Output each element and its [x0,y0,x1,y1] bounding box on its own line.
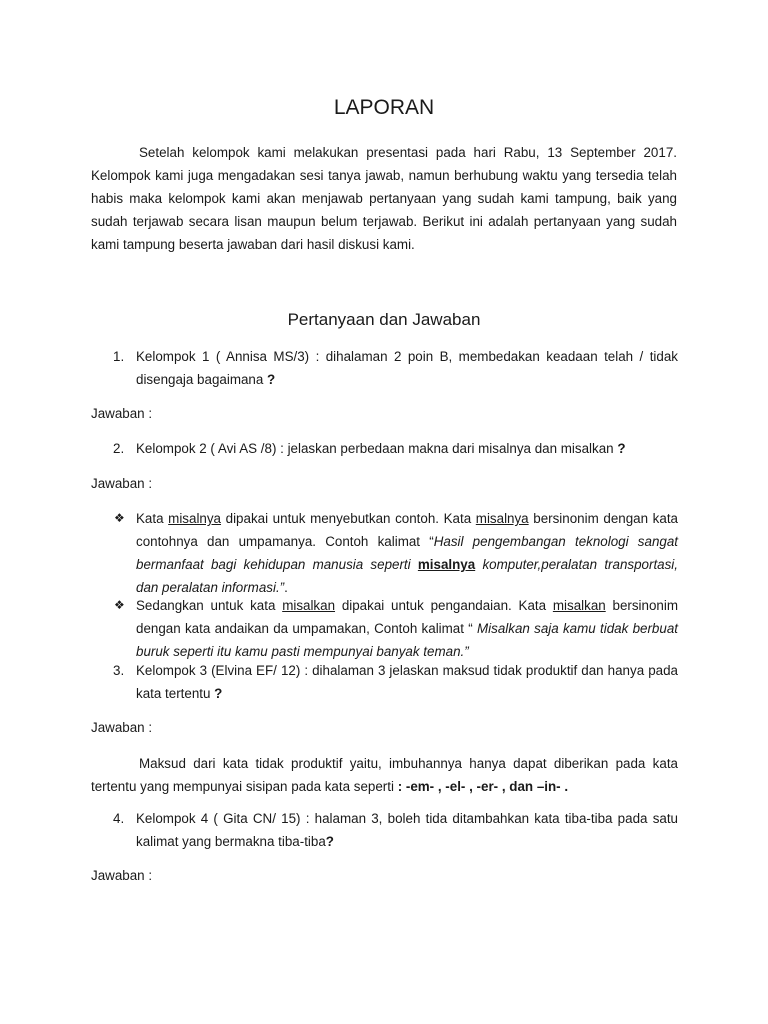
bullet-2-text-a: Sedangkan untuk kata [136,598,283,613]
bullet-1-text-a: Kata [136,511,169,526]
bullet-2-text-b: dipakai untuk pengandaian. Kata [335,598,553,613]
answer-2-bullet-1 [136,507,678,599]
bullet-1-text-c: bersinonim dengan kata contohnya dan umpamanya. Contoh kalimat “ [136,511,678,549]
bullet-1-term-a: misalnya [168,511,222,526]
bullet-2-term-a: misalkan [282,598,336,613]
question-4-number: 4. [113,811,125,826]
question-2-number: 2. [113,441,125,456]
answer-3 [91,752,678,798]
question-3 [136,659,678,705]
bullet-2-term-b: misalkan [552,598,606,613]
bullet-1-example-term: misalnya [417,557,476,572]
question-2-text: Kelompok 2 ( Avi AS /8) : jelaskan perbedaan makna dari misalnya dan misalkan [136,441,614,456]
answer-label-4: Jawaban : [91,868,153,883]
answer-label-1: Jawaban : [91,406,153,421]
question-3-text: Kelompok 3 (Elvina EF/ 12) : dihalaman 3 jelaskan maksud tidak produktif dan hanya pada kata tertentu [136,663,678,701]
bullet-icon: ❖ [114,598,125,612]
bullet-icon: ❖ [114,511,125,525]
answer-2-bullet-2 [136,594,678,663]
question-3-mark: ? [210,686,223,701]
question-2-mark: ? [613,441,626,456]
answer-label-3: Jawaban : [91,720,153,735]
question-1-mark: ? [263,372,276,387]
intro-paragraph: Setelah kelompok kami melakukan presentasi pada hari Rabu, 13 September 2017. Kelompok kami juga mengadakan sesi tanya jawab, namun berhubung waktu yang tersedia telah habis maka kelompok kami akan menjawab pertanyaan yang sudah kami tampung, baik yang sudah terjawab secara lisan maupun belum terjawab. Berikut ini adalah pertanyaan yang sudah kami tampung beserta jawaban dari hasil diskusi kami. [91,145,677,252]
bullet-1-example-b: komputer,peralatan transportasi, dan peralatan informasi.” [136,557,679,595]
question-1-text: Kelompok 1 ( Annisa MS/3) : dihalaman 2 poin B, membedakan keadaan telah / tidak disengaja bagaimana [136,349,678,387]
question-4-text: Kelompok 4 ( Gita CN/ 15) : halaman 3, boleh tida ditambahkan kata tiba-tiba pada satu kalimat yang bermakna tiba-tiba [136,811,678,849]
answer-3-affixes: : -em- , -el- , -er- , dan –in- . [393,779,569,794]
question-2 [136,437,678,460]
answer-label-2: Jawaban : [91,476,153,491]
bullet-2-example: Misalkan saja kamu tidak berbuat buruk seperti itu kamu pasti mempunyai banyak teman.” [136,621,678,659]
question-4-mark: ? [325,834,334,849]
bullet-1-term-b: misalnya [475,511,529,526]
question-3-number: 3. [113,663,125,678]
question-1 [136,345,678,391]
bullet-1-example-a: Hasil pengembangan teknologi sangat bermanfaat bagi kehidupan manusia seperti [136,534,679,572]
bullet-1-text-b: dipakai untuk menyebutkan contoh. Kata [221,511,476,526]
question-1-number: 1. [113,349,125,364]
bullet-2-text-c: bersinonim dengan kata andaikan da umpamakan, Contoh kalimat “ [136,598,678,636]
document-title: LAPORAN [333,96,435,119]
question-4 [136,807,678,853]
bullet-1-end: . [284,580,288,595]
answer-3-text: Maksud dari kata tidak produktif yaitu, imbuhannya hanya dapat diberikan pada kata tertentu yang mempunyai sisipan pada kata seperti [91,756,678,794]
section-title: Pertanyaan dan Jawaban [287,310,481,329]
